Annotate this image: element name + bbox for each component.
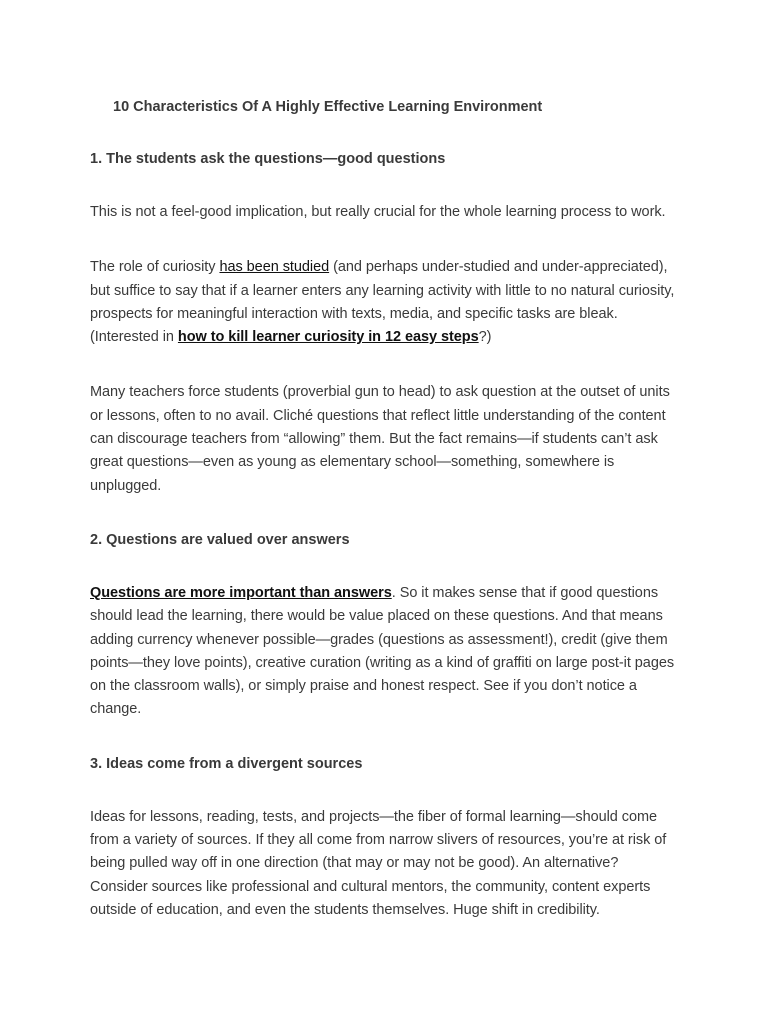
section-1-paragraph-2 bbox=[90, 256, 678, 349]
section-heading-3: 3. Ideas come from a divergent sources bbox=[90, 755, 363, 772]
section-3-paragraph-1: Ideas for lessons, reading, tests, and projects—the fiber of formal learning—should come from a variety of sources. If they all come from narrow slivers of resources, you’re at risk of being pulled way off in one direction (that may or may not be good). An alternative? Consider sources like professional and cultural mentors, the community, content experts outside of education, and even the students themselves. Huge shift in credibility. bbox=[90, 808, 667, 918]
section-1-paragraph-1: This is not a feel-good implication, but really crucial for the whole learning process to work. bbox=[90, 204, 666, 220]
paragraph-text: . So it makes sense that if good questions should lead the learning, there would be value placed on these questions. And that means adding currency whenever possible—grades (questions as assessment!), credit (give them points—they love points), creative curation (writing as a kind of graffiti on large post-it pages on the classroom walls), or simply praise and honest respect. See if you don’t notice a change. bbox=[90, 584, 675, 718]
section-2-paragraph-1 bbox=[90, 582, 678, 722]
kill-curiosity-link[interactable]: how to kill learner curiosity in 12 easy steps bbox=[177, 329, 479, 346]
paragraph-text: ?) bbox=[478, 329, 492, 346]
paragraph-text: (and perhaps under-studied and under-appreciated), but suffice to say that if a learner enters any learning activity with little to no natural curiosity, prospects for meaningful interaction with texts, media, and specific tasks are bleak. (Interested in bbox=[90, 259, 675, 346]
section-1-paragraph-3: Many teachers force students (proverbial gun to head) to ask question at the outset of units or lessons, often to no avail. Cliché questions that reflect little understanding of the content can discourage teachers from “allowing” them. But the fact remains—if students can’t ask great questions—even as young as elementary school—something, somewhere is unplugged. bbox=[90, 384, 670, 494]
section-heading-2: 2. Questions are valued over answers bbox=[90, 531, 350, 548]
questions-more-important-link[interactable]: Questions are more important than answers bbox=[90, 584, 392, 601]
document-title: 10 Characteristics Of A Highly Effective Learning Environment bbox=[113, 99, 543, 115]
has-been-studied-link[interactable]: has been studied bbox=[219, 259, 330, 276]
paragraph-text: The role of curiosity bbox=[90, 259, 220, 276]
section-heading-1: 1. The students ask the questions—good questions bbox=[90, 151, 446, 167]
